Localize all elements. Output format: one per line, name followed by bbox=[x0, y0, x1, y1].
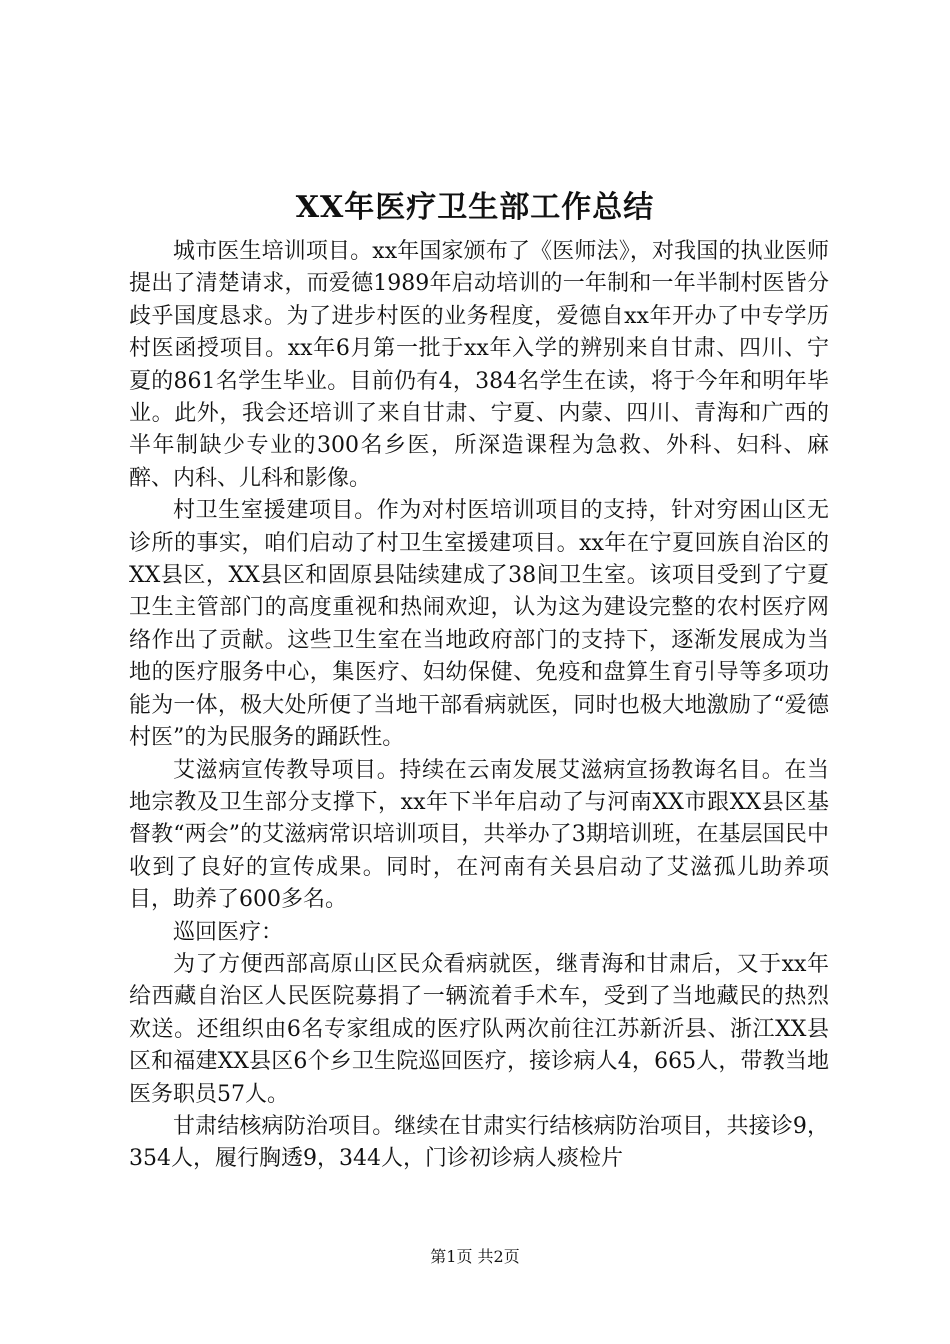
page-number-footer: 第1页 共2页 bbox=[430, 1247, 520, 1266]
paragraph-village-clinic-project: 村卫生室援建项目。作为对村医培训项目的支持，针对穷困山区无诊所的事实，咱们启动了村卫生室援建项目。xx年在宁夏回族自治区的XX县区，XX县区和固原县陆续建成了38间卫生室。该项目受到了宁夏卫生主管部门的高度重视和热闹欢迎，认为这为建设完整的农村医疗网络作出了贡献。这些卫生室在当地政府部门的支持下，逐渐发展成为当地的医疗服务中心，集医疗、妇幼保健、免疫和盘算生育引导等多项功能为一体，极大处所便了当地干部看病就医，同时也极大地激励了“爱德村医”的为民服务的踊跃性。 bbox=[129, 498, 829, 751]
paragraph-tuberculosis-project: 甘肃结核病防治项目。继续在甘肃实行结核病防治项目，共接诊9，354人，履行胸透9，344人，门诊初诊病人痰检片 bbox=[129, 1113, 829, 1172]
document-body bbox=[129, 236, 829, 1176]
paragraph-rural-doctor-training: 城市医生培训项目。xx年国家颁布了《医师法》，对我国的执业医师提出了清楚请求，而爱德1989年启动培训的一年制和一年半制村医皆分歧乎国度恳求。为了进步村医的业务程度，爱德自xx年开办了中专学历村医函授项目。xx年6月第一批于xx年入学的辨别来自甘肃、四川、宁夏的861名学生毕业。目前仍有4，384名学生在读，将于今年和明年毕业。此外，我会还培训了来自甘肃、宁夏、内蒙、四川、青海和广西的半年制缺少专业的300名乡医，所深造课程为急救、外科、妇科、麻醉、内科、儿科和影像。 bbox=[129, 239, 829, 491]
paragraph-mobile-medical-heading: 巡回医疗： bbox=[173, 919, 284, 945]
page-title: XX年医疗卫生部工作总结 bbox=[295, 190, 655, 225]
paragraph-aids-education-project: 艾滋病宣传教导项目。持续在云南发展艾滋病宣扬教诲名目。在当地宗教及卫生部分支撑下，xx年下半年启动了与河南XX市跟XX县区基督教“两会”的艾滋病常识培训项目，共举办了3期培训班，在基层国民中收到了良好的宣传成果。同时，在河南有关县启动了艾滋孤儿助养项目，助养了600多名。 bbox=[129, 757, 829, 913]
paragraph-mobile-medical-service: 为了方便西部高原山区民众看病就医，继青海和甘肃后，又于xx年给西藏自治区人民医院募捐了一辆流着手术车，受到了当地藏民的热烈欢送。还组织由6名专家组成的医疗队两次前往江苏新沂县、浙江XX县区和福建XX县区6个乡卫生院巡回医疗，接诊病人4，665人，带教当地医务职员57人。 bbox=[129, 951, 829, 1107]
